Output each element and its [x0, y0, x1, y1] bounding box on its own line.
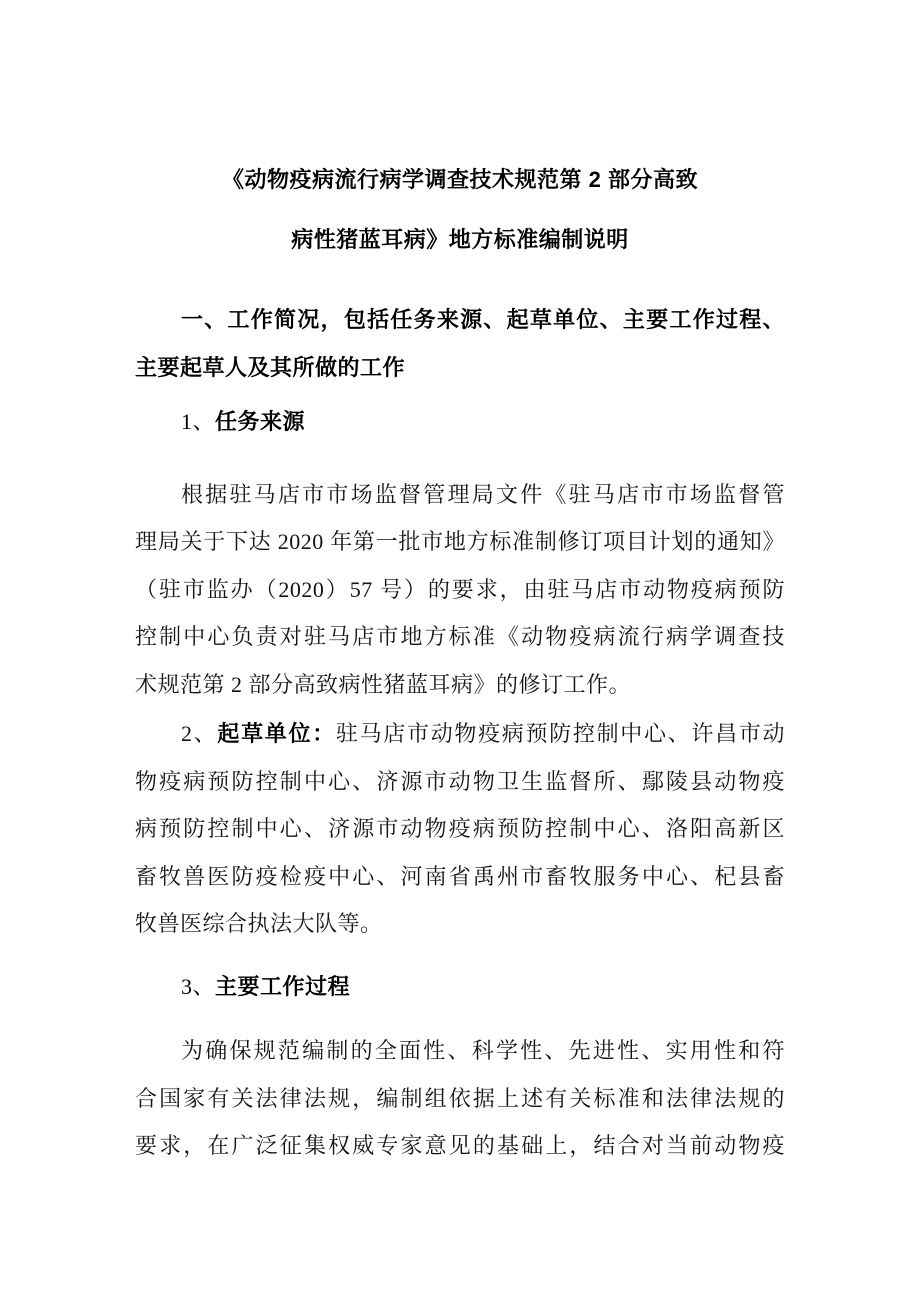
section-heading-1: [135, 296, 785, 391]
document-content: [135, 150, 785, 1170]
text-line: （驻市监办（2020）57 号）的要求，由驻马店市动物疫病预防: [135, 576, 785, 602]
text-line: 控制中心负责对驻马店市地方标准《动物疫病流行病学调查技: [135, 624, 785, 649]
text-line: 病性猪蓝耳病》地方标准编制说明: [291, 227, 629, 252]
text-line: 牧兽医综合执法大队等。: [135, 911, 383, 936]
text-line: 主要起草人及其所做的工作: [135, 354, 406, 380]
subsection-heading-work-process: [135, 963, 785, 1011]
text-line: 要求，在广泛征集权威专家意见的基础上，结合对当前动物疫: [135, 1133, 785, 1158]
paragraph-drafting-units: [135, 710, 785, 948]
document-title: [135, 150, 785, 270]
text-line: 病预防控制中心、济源市动物疫病预防控制中心、洛阳高新区: [135, 816, 785, 841]
drafting-units-text: 驻马店市动物疫病预防控制中心、许昌市动: [335, 721, 785, 746]
paragraph-task-source: [135, 471, 785, 709]
text-line: 为确保规范编制的全面性、科学性、先进性、实用性和符: [181, 1038, 785, 1063]
text-line: 理局关于下达 2020 年第一批市地方标准制修订项目计划的通知》: [135, 529, 785, 554]
subsection-number: 2、: [181, 721, 218, 746]
text-line: 物疫病预防控制中心、济源市动物卫生监督所、鄢陵县动物疫: [135, 768, 785, 794]
text-line: 一、工作简况，包括任务来源、起草单位、主要工作过程、: [181, 307, 785, 332]
text-line: [135, 710, 785, 758]
text-line: 术规范第 2 部分高致病性猪蓝耳病》的修订工作。: [135, 671, 632, 697]
text-line: 根据驻马店市市场监督管理局文件《驻马店市市场监督管: [181, 481, 785, 507]
subsection-number: 1、: [181, 409, 216, 434]
paragraph-work-process: [135, 1027, 785, 1170]
subsection-title: 任务来源: [215, 409, 306, 434]
drafting-units-label: 起草单位：: [217, 721, 336, 746]
subsection-heading-task-source: [135, 398, 785, 446]
text-line: 合国家有关法律法规，编制组依据上述有关标准和法律法规的: [135, 1085, 785, 1111]
text-line: 畜牧兽医防疫检疫中心、河南省禹州市畜牧服务中心、杞县畜: [135, 863, 785, 889]
subsection-number: 3、: [181, 973, 216, 999]
drafting-units-continuation: [135, 758, 785, 948]
text-line: 《动物疫病流行病学调查技术规范第 2 部分高致: [222, 167, 698, 192]
subsection-title: 主要工作过程: [215, 973, 351, 999]
